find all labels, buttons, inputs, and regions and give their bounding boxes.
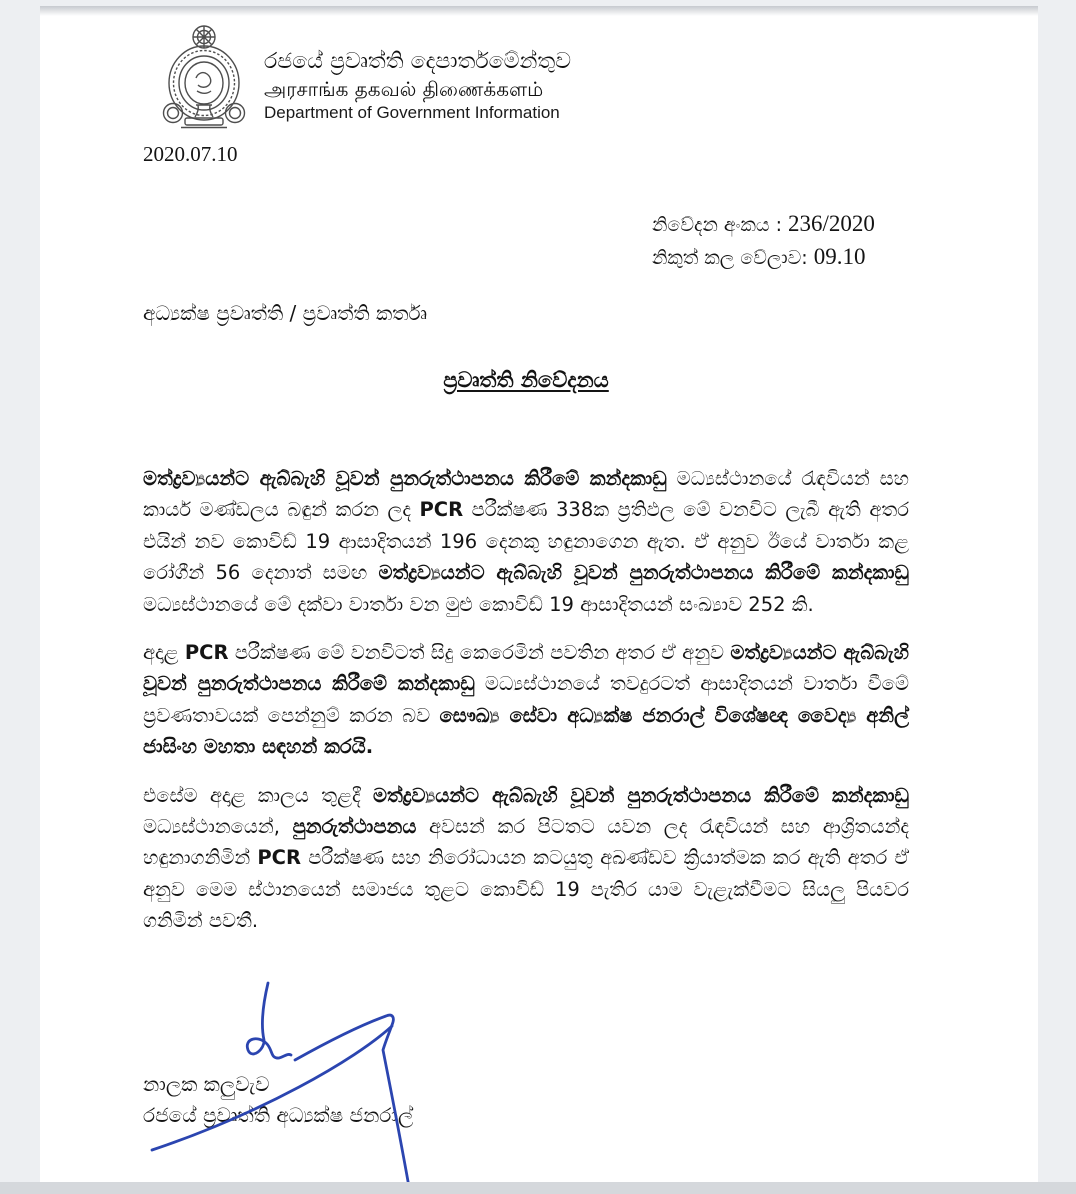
release-number-line xyxy=(652,208,875,241)
text-segment: මත්ද්‍රව්‍යයන්ට ඇබ්බැහි වූවන් පුනරුත්ථාපනය කිරීමේ කන්දකාඩු xyxy=(378,561,909,585)
handwritten-signature-icon xyxy=(130,966,440,1182)
signature-stroke-diagonal xyxy=(152,1026,392,1150)
text-segment: එසේම අදාළ කාලය තුළදී xyxy=(143,783,373,807)
text-segment: මධ්‍යස්ථානයේ මේ දක්වා වාර්තා වන මුළු කොවිඩ් 19 ආසාදිතයන් සංඛ්‍යාව 252 කි. xyxy=(143,592,814,616)
signatory-name: නාලක කලුවැව xyxy=(143,1072,270,1096)
document-date: 2020.07.10 xyxy=(143,142,238,166)
signature-stroke-dash xyxy=(295,1015,412,1182)
text-segment: අවසන් කර පිටතට යවන ලද රැඳවියන් සහ ආශ්‍රිතයන්ද හඳුනාගනිමින් xyxy=(143,815,909,870)
release-number-value: 236/2020 xyxy=(788,211,875,236)
text-segment: අදාළ xyxy=(143,641,185,665)
text-segment: මධ්‍යස්ථානයෙන්, xyxy=(143,815,293,839)
text-segment: PCR xyxy=(419,498,464,522)
body-paragraph-3 xyxy=(143,780,909,937)
text-segment: මත්ද්‍රව්‍යයන්ට ඇබ්බැහි වූවන් පුනරුත්ථාපනය කිරීමේ කන්දකාඩු xyxy=(143,641,910,696)
text-segment: පරීක්ෂණ 338ක ප්‍රතිඵල මේ වනවිට ලැබී ඇති අතර එයින් නව කොවිඩ් 19 ආසාදිතයන් 196 දෙනකු හඳුනාගෙන ඇත. ඒ අනුව ඊයේ වාර්තා කළ රෝගීන් 56 දෙනාත් සමඟ xyxy=(143,498,910,585)
org-name-sinhala: රජයේ ප්‍රවෘත්ති දෙපාර්තමේන්තුව xyxy=(264,49,572,74)
signatory-designation: රජයේ ප්‍රවෘත්ති අධ්‍යක්ෂ ජනරාල් xyxy=(143,1103,414,1127)
text-segment: පරීක්ෂණ මේ වනවිටත් සිදු කෙරෙමින් පවතින අතර ඒ අනුව xyxy=(228,641,731,665)
org-name-tamil: அரசாங்க தகவல் திணைக்களம் xyxy=(264,77,544,101)
letter-body xyxy=(143,463,909,954)
letterhead xyxy=(158,24,571,130)
issued-time-line xyxy=(652,241,875,274)
issued-time-label: නිකුත් කල වේලාව: xyxy=(652,247,808,269)
issued-time-value: 09.10 xyxy=(813,244,866,269)
text-segment: සෞඛ්‍ය සේවා අධ්‍යක්ෂ ජනරාල් විශේෂඥ වෛද්‍ය අනිල් ජාසිංහ මහතා සඳහන් කරයි. xyxy=(143,703,909,759)
document-title: ප්‍රවෘත්ති නිවේදනය xyxy=(443,368,609,392)
org-name-english: Department of Government Information xyxy=(264,103,560,122)
text-segment: මත්ද්‍රව්‍යයන්ට ඇබ්බැහි වූවන් පුනරුත්ථාපනය කිරීමේ කන්දකාඩු xyxy=(143,467,667,490)
text-segment: මත්ද්‍රව්‍යයන්ට ඇබ්බැහි වූවන් පුනරුත්ථාපනය කිරීමේ කන්දකාඩු xyxy=(372,783,909,807)
text-segment: පරීක්ෂණ සහ නිරෝධායන කටයුතු අඛණ්ඩව ක්‍රියාත්මක කර ඇති අතර ඒ අනුව මෙම ස්ථානයෙන් සමාජය තුළට කොවිඩ් 19 පැතිර යාම වැළැක්වීමට සියලු පියවර ගනිමින් පවතී. xyxy=(143,846,909,933)
release-number-label: නිවේදන අංකය : xyxy=(652,214,782,236)
scan-edge-bottom xyxy=(0,1182,1076,1194)
body-paragraph-1 xyxy=(143,463,909,620)
org-names xyxy=(264,24,571,130)
scan-edge-top xyxy=(40,6,1038,16)
addressee-line: අධ්‍යක්ෂ ප්‍රවෘත්ති / ප්‍රවෘත්ති කර්තෘ xyxy=(143,301,428,325)
signature-stroke-loop xyxy=(247,983,291,1058)
text-segment: මධ්‍යස්ථානයේ රැඳවියන් සහ කාර්ය මණ්ඩලය බඳුන් කරන ලද xyxy=(143,467,909,522)
document-page xyxy=(40,6,1038,1182)
text-segment: PCR xyxy=(184,641,229,665)
sri-lanka-state-emblem-icon xyxy=(158,24,250,130)
text-segment: පුනරුත්ථාපනය xyxy=(292,815,417,839)
release-meta xyxy=(652,208,875,274)
text-segment: PCR xyxy=(257,846,302,870)
body-paragraph-2 xyxy=(143,637,909,763)
text-segment: මධ්‍යස්ථානයේ තවදුරටත් ආසාදිතයන් වාර්තා වීමේ ප්‍රවණතාවයක් පෙන්නුම් කරන බව xyxy=(143,672,909,727)
